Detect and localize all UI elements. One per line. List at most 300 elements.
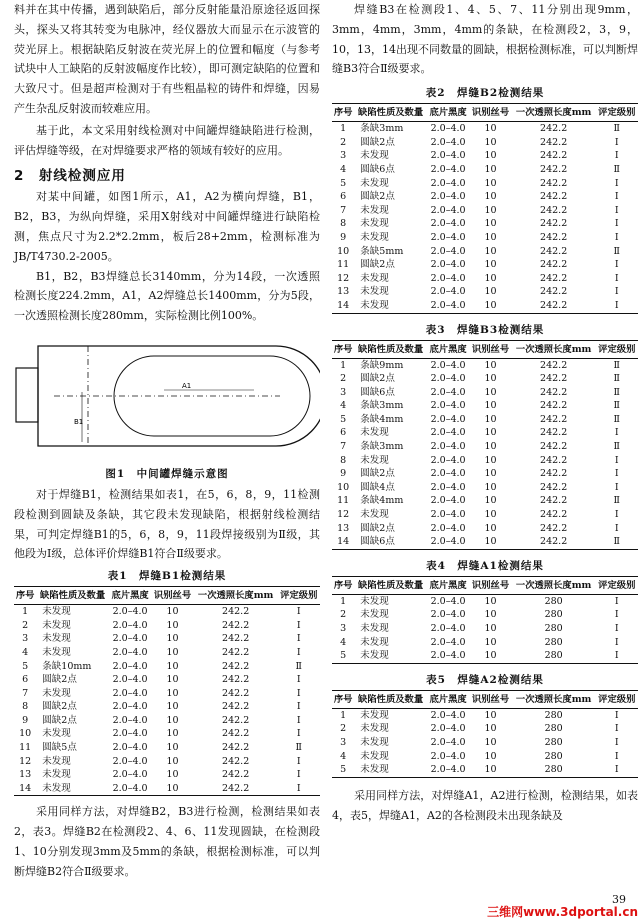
table-cell: 7 (340, 441, 347, 453)
table-cell: 10 (484, 245, 497, 257)
table-cell: 10 (484, 609, 497, 621)
table-cell: 未发现 (360, 609, 389, 621)
table-cell: 2.0–4.0 (430, 636, 466, 648)
table-cell: Ⅰ (614, 136, 619, 148)
table-cell: 2.0–4.0 (112, 606, 148, 618)
table-row (332, 622, 638, 636)
table-cell: 未发现 (42, 687, 71, 699)
table-cell: 10 (484, 413, 497, 425)
table-cell: Ⅰ (614, 272, 619, 284)
table-cell: Ⅱ (295, 660, 303, 672)
table-cell: 10 (484, 386, 497, 398)
table-cell: 242.2 (540, 136, 568, 148)
table-cell: 未发现 (360, 286, 389, 298)
table-cell: 4 (340, 636, 347, 648)
table-cell: 2.0–4.0 (427, 649, 469, 663)
table-cell: 11 (337, 495, 350, 507)
table-cell: 8 (340, 454, 347, 466)
table-cell: 未发现 (42, 755, 71, 767)
table-cell: 圆缺2点 (360, 136, 395, 148)
table-cell: 280 (544, 636, 563, 648)
paragraph: 对某中间罐，如图1所示，A1，A2为横向焊缝，B1，B2，B3，为纵向焊缝，采用X射线对中间罐焊缝进行缺陷检测，焦点尺寸为2.2*2.2mm，板后28+2mm，检测标准为JB/T4730.2-2005。 (14, 190, 320, 263)
table-cell: Ⅰ (596, 649, 638, 663)
table-cell: 242.2 (540, 400, 568, 412)
table-cell: 6 (340, 191, 347, 203)
table-cell: 9 (340, 231, 347, 243)
section-title: 2 射线检测应用 (14, 168, 126, 185)
table-header-row (332, 340, 638, 358)
table-cell: 2.0–4.0 (430, 245, 466, 257)
table-cell: 10 (469, 763, 511, 777)
table-b3-results (332, 340, 638, 550)
table-row (332, 231, 638, 245)
table-cell: 1 (340, 359, 347, 371)
label-b1: B1 (74, 417, 84, 426)
figure-caption: 图1 中间罐焊缝示意图 (105, 467, 229, 480)
table-cell: 条缺5mm (360, 245, 404, 257)
table-cell: 242.2 (540, 259, 568, 271)
column-header: 一次透照长度mm (512, 104, 596, 122)
table-cell: Ⅰ (614, 750, 619, 762)
table-cell: 2.0–4.0 (430, 150, 466, 162)
table-cell: 圆缺2点 (360, 259, 395, 271)
table-cell: 条缺3mm (360, 441, 404, 453)
table-row (14, 632, 320, 646)
table-cell: Ⅱ (295, 742, 303, 754)
table-cell: 圆缺6点 (360, 163, 395, 175)
table-cell: Ⅰ (296, 674, 301, 686)
table-cell: 2.0–4.0 (430, 623, 466, 634)
table-cell: 280 (544, 595, 563, 607)
table-cell: 242.2 (222, 714, 250, 726)
table-row (14, 673, 320, 687)
table-cell: 10 (166, 728, 179, 740)
table-row (332, 649, 638, 663)
table-row (332, 413, 638, 427)
paragraph: 焊缝B3在检测段1、4、5、7、11分别出现9mm，3mm，4mm，3mm，4mm的条缺，在检测段2，3，9，10，13，14出现不同数量的圆缺，根据检测标准，可以判断焊缝B3符合Ⅱ级要求。 (332, 3, 638, 76)
table-cell: 2.0–4.0 (430, 427, 466, 439)
table-cell: 10 (166, 633, 179, 645)
table-cell: 2 (340, 373, 347, 385)
table-cell: Ⅰ (614, 636, 619, 648)
table-cell: 圆缺5点 (42, 742, 77, 754)
table-cell: 未发现 (360, 150, 389, 162)
table-cell: Ⅰ (614, 218, 619, 230)
column-header: 识别丝号 (469, 340, 511, 358)
table-cell: 280 (512, 649, 596, 663)
table-cell: 242.2 (540, 441, 568, 453)
table-cell: 10 (484, 636, 497, 648)
table-cell: 242.2 (222, 742, 250, 754)
table-row (332, 467, 638, 481)
table-cell: 242.2 (540, 163, 568, 175)
table-cell: 12 (337, 272, 350, 284)
column-header: 底片黑度 (427, 576, 469, 594)
table-cell: Ⅰ (614, 454, 619, 466)
table-cell: 2.0–4.0 (430, 386, 466, 398)
table-cell: Ⅰ (614, 204, 619, 216)
table-cell: 2.0–4.0 (430, 400, 466, 412)
table-cell: 280 (512, 763, 596, 777)
table-cell: 242.2 (512, 535, 596, 549)
column-header: 评定级别 (596, 690, 638, 708)
table-cell: 2.0–4.0 (112, 619, 148, 631)
column-header: 缺陷性质及数量 (36, 587, 109, 605)
table-row (14, 741, 320, 755)
table-cell: 2.0–4.0 (430, 522, 466, 534)
table-cell: 1 (340, 595, 347, 607)
table-cell: 未发现 (360, 623, 389, 634)
table-row (14, 660, 320, 674)
table-cell: 10 (19, 728, 32, 740)
table-cell: 242.2 (540, 509, 568, 521)
table-row (332, 149, 638, 163)
table-cell: 2.0–4.0 (112, 714, 148, 726)
table-cell: 2.0–4.0 (430, 163, 466, 175)
table-cell: 12 (19, 755, 32, 767)
table-row (14, 646, 320, 660)
table-cell: 10 (469, 299, 511, 313)
paragraph: 对于焊缝B1，检测结果如表1，在5，6，8，9，11检测段检测到圆缺及条缺，其它段未发现缺陷，根据射线检测结果，可判定焊缝B1的5，6，8，9，11段焊接级别为Ⅱ级，其他段为Ⅰ级，总体评价焊缝B1符合Ⅱ级要求。 (14, 487, 320, 561)
table-cell: 2.0–4.0 (430, 609, 466, 621)
column-header: 底片黑度 (427, 690, 469, 708)
table-row (332, 722, 638, 736)
table-row (332, 708, 638, 722)
table-cell: 2.0–4.0 (430, 191, 466, 203)
table-row (332, 285, 638, 299)
table-cell: Ⅰ (614, 150, 619, 162)
table-cell: 242.2 (512, 299, 596, 313)
column-header: 序号 (332, 104, 354, 122)
table-cell: 242.2 (222, 701, 250, 713)
table-cell: 未发现 (354, 649, 427, 663)
table-cell: 未发现 (360, 218, 389, 230)
table-row (332, 481, 638, 495)
table-cell: 242.2 (540, 373, 568, 385)
table-row (14, 768, 320, 782)
table-cell: 280 (544, 750, 563, 762)
table-cell: Ⅰ (614, 259, 619, 271)
table-cell: 未发现 (360, 454, 389, 466)
table-caption: 表3 焊缝B3检测结果 (425, 323, 545, 336)
table-row (332, 454, 638, 468)
table-cell: 未发现 (42, 646, 71, 658)
table-cell: Ⅰ (614, 481, 619, 493)
column-header: 识别丝号 (469, 576, 511, 594)
table-row (332, 494, 638, 508)
column-header: 底片黑度 (427, 340, 469, 358)
paragraph: 采用同样方法，对焊缝A1，A2进行检测，检测结果，如表4，表5，焊缝A1，A2的各检测段未出现条缺及 (332, 788, 638, 822)
table-cell: 2.0–4.0 (112, 674, 148, 686)
table-cell: Ⅰ (614, 468, 619, 480)
paragraph: B1，B2，B3焊缝总长3140mm，分为14段，一次透照检测长度224.2mm，A1，A2焊缝总长1400mm，分为5段，一次透照检测长度280mm，实际检测比例100%。 (14, 269, 320, 323)
table-cell: 6 (340, 427, 347, 439)
table-row (332, 122, 638, 136)
table-cell: 10 (484, 454, 497, 466)
right-column (332, 0, 638, 825)
table-cell: 2.0–4.0 (430, 481, 466, 493)
table-cell: 10 (469, 535, 511, 549)
table-cell: 8 (340, 218, 347, 230)
table-cell: 10 (484, 136, 497, 148)
left-column (14, 0, 320, 882)
table-cell: 10 (484, 522, 497, 534)
table-cell: 242.2 (222, 646, 250, 658)
table-row (332, 594, 638, 608)
table-cell: 2 (340, 136, 347, 148)
table-cell: 未发现 (360, 272, 389, 284)
table-cell: 12 (337, 509, 350, 521)
table-cell: 10 (166, 619, 179, 631)
table-cell: 242.2 (222, 755, 250, 767)
table-row (332, 522, 638, 536)
table-cell: 2.0–4.0 (430, 595, 466, 607)
table-cell: 10 (166, 701, 179, 713)
table-cell: 10 (166, 674, 179, 686)
table-cell: Ⅰ (278, 782, 320, 796)
table-cell: 条缺3mm (360, 123, 404, 135)
table-cell: 242.2 (540, 359, 568, 371)
table-row (14, 700, 320, 714)
table-cell: 10 (166, 646, 179, 658)
table-row (332, 358, 638, 372)
table-cell: Ⅰ (614, 723, 619, 735)
paragraph: 基于此，本文采用射线检测对中间罐焊缝缺陷进行检测，评估焊缝等级，在对焊缝要求严格的领域有较好的应用。 (14, 123, 320, 157)
table-cell: 2.0–4.0 (430, 509, 466, 521)
table-cell: 242.2 (540, 150, 568, 162)
table-row (14, 605, 320, 619)
table-cell: 280 (544, 736, 563, 748)
table-cell: Ⅰ (614, 709, 619, 721)
table-cell: 未发现 (360, 736, 389, 748)
table-cell: Ⅱ (613, 386, 621, 398)
table-cell: 10 (484, 509, 497, 521)
table-cell: 条缺4mm (360, 413, 404, 425)
table-cell: Ⅱ (613, 373, 621, 385)
table-cell: 2.0–4.0 (430, 413, 466, 425)
table-cell: Ⅰ (614, 427, 619, 439)
table-cell: 3 (340, 150, 347, 162)
table-cell: 2.0–4.0 (427, 299, 469, 313)
table-cell: 10 (484, 623, 497, 634)
table-cell: 10 (484, 123, 497, 135)
table-cell: 2.0–4.0 (430, 272, 466, 284)
table-cell: 10 (484, 441, 497, 453)
table-cell: 242.2 (540, 204, 568, 216)
table-cell: 280 (544, 623, 563, 634)
table-cell: Ⅱ (613, 123, 621, 135)
table-cell: 10 (337, 245, 350, 257)
table-cell: 2.0–4.0 (112, 728, 148, 740)
table-cell: 未发现 (36, 782, 109, 796)
table-row (332, 190, 638, 204)
table-cell: 242.2 (222, 633, 250, 645)
table-cell: 242.2 (540, 218, 568, 230)
column-header: 缺陷性质及数量 (354, 576, 427, 594)
table-cell: 圆缺2点 (360, 522, 395, 534)
table-cell: 5 (332, 649, 354, 663)
table-cell: Ⅰ (614, 191, 619, 203)
table-cell: Ⅰ (296, 646, 301, 658)
table-b1-results (14, 586, 320, 796)
table-cell: 2.0–4.0 (112, 646, 148, 658)
table-cell: 10 (484, 495, 497, 507)
table-cell: 2.0–4.0 (430, 259, 466, 271)
table-row (332, 426, 638, 440)
table-cell: Ⅰ (296, 619, 301, 631)
table-cell: 5 (22, 660, 29, 672)
table-cell: Ⅰ (296, 687, 301, 699)
table-cell: Ⅰ (296, 755, 301, 767)
table-cell: 9 (340, 468, 347, 480)
table-cell: 1 (340, 123, 347, 135)
table-cell: 2.0–4.0 (430, 286, 466, 298)
table-cell: 10 (166, 769, 179, 781)
table-row (332, 535, 638, 549)
table-cell: 14 (332, 535, 354, 549)
table-cell: Ⅰ (296, 714, 301, 726)
table-cell: 10 (484, 595, 497, 607)
table-cell: Ⅱ (613, 495, 621, 507)
table-cell: 未发现 (42, 606, 71, 618)
table-cell: Ⅱ (613, 413, 621, 425)
table-cell: 242.2 (222, 674, 250, 686)
table-cell: 2.0–4.0 (430, 723, 466, 735)
table-cell: 2 (22, 619, 29, 631)
table-cell: 未发现 (360, 509, 389, 521)
table-row (14, 782, 320, 796)
table-cell: 242.2 (540, 386, 568, 398)
table-cell: 242.2 (222, 687, 250, 699)
table-header-row (14, 587, 320, 605)
table-cell: 条缺10mm (42, 660, 92, 672)
column-header: 缺陷性质及数量 (354, 340, 427, 358)
column-header: 一次透照长度mm (512, 576, 596, 594)
table-cell: 未发现 (354, 299, 427, 313)
table-cell: 2.0–4.0 (430, 468, 466, 480)
table-row (332, 399, 638, 413)
table-cell: 9 (22, 714, 29, 726)
table-cell: Ⅱ (613, 245, 621, 257)
table-b2-results (332, 103, 638, 313)
table-cell: 10 (484, 373, 497, 385)
table-cell: 未发现 (354, 763, 427, 777)
column-header: 底片黑度 (427, 104, 469, 122)
table-cell: 2.0–4.0 (430, 454, 466, 466)
table-cell: 242.2 (540, 427, 568, 439)
table-cell: 2.0–4.0 (430, 359, 466, 371)
table-caption: 表1 焊缝B1检测结果 (107, 570, 227, 583)
table-cell: 2.0–4.0 (430, 495, 466, 507)
table-cell: 10 (484, 272, 497, 284)
table-caption: 表5 焊缝A2检测结果 (426, 673, 544, 686)
table-cell: 4 (340, 400, 347, 412)
column-header: 底片黑度 (109, 587, 151, 605)
table-cell: Ⅰ (614, 623, 619, 634)
table-cell: Ⅰ (614, 595, 619, 607)
table-cell: 未发现 (42, 633, 71, 645)
table-cell: 10 (484, 481, 497, 493)
table-cell: 4 (340, 163, 347, 175)
table-cell: 10 (469, 649, 511, 663)
table-cell: 3 (340, 386, 347, 398)
table-a1-results (332, 576, 638, 664)
table-cell: 条缺4mm (360, 495, 404, 507)
table-row (14, 619, 320, 633)
table-cell: Ⅰ (614, 286, 619, 298)
table-cell: 未发现 (360, 750, 389, 762)
table-row (332, 217, 638, 231)
table-caption: 表2 焊缝B2检测结果 (425, 87, 545, 100)
table-row (332, 299, 638, 313)
table-cell: 圆缺2点 (42, 701, 77, 713)
table-cell: 242.2 (222, 606, 250, 618)
table-cell: Ⅰ (296, 606, 301, 618)
tundish-weld-figure (14, 332, 320, 460)
table-cell: 242.2 (222, 660, 250, 672)
table-cell: 10 (484, 259, 497, 271)
table-cell: 10 (484, 427, 497, 439)
table-cell: 未发现 (360, 177, 389, 189)
table-cell: 10 (484, 191, 497, 203)
table-cell: 2.0–4.0 (430, 204, 466, 216)
table-header-row (332, 690, 638, 708)
table-cell: 242.2 (540, 468, 568, 480)
table-cell: 242.2 (540, 245, 568, 257)
table-cell: 2.0–4.0 (430, 123, 466, 135)
table-cell: 2.0–4.0 (112, 633, 148, 645)
table-cell: 10 (484, 468, 497, 480)
table-cell: 7 (22, 687, 29, 699)
table-row (332, 763, 638, 777)
table-row (332, 636, 638, 650)
table-cell: 10 (484, 709, 497, 721)
column-header: 评定级别 (596, 340, 638, 358)
table-cell: 圆缺2点 (360, 191, 395, 203)
table-cell: 圆缺2点 (360, 468, 395, 480)
column-header: 识别丝号 (469, 690, 511, 708)
column-header: 评定级别 (278, 587, 320, 605)
table-cell: 2.0–4.0 (430, 441, 466, 453)
column-header: 序号 (332, 340, 354, 358)
table-cell: 4 (22, 646, 29, 658)
table-cell: 10 (484, 150, 497, 162)
table-cell: 10 (484, 736, 497, 748)
table-cell: 未发现 (360, 427, 389, 439)
table-cell: 未发现 (360, 204, 389, 216)
column-header: 序号 (332, 576, 354, 594)
table-cell: 14 (332, 299, 354, 313)
table-row (332, 440, 638, 454)
table-cell: 未发现 (42, 769, 71, 781)
table-cell: 2.0–4.0 (430, 736, 466, 748)
table-cell: 7 (340, 204, 347, 216)
table-cell: 2.0–4.0 (430, 218, 466, 230)
table-row (332, 386, 638, 400)
table-row (332, 163, 638, 177)
table-cell: Ⅰ (614, 509, 619, 521)
table-cell: 10 (166, 755, 179, 767)
table-cell: 3 (22, 633, 29, 645)
paragraph: 料并在其中传播，遇到缺陷后，部分反射能量沿原途径返回探头，探头又将其转变为电脉冲，经仪器放大而显示在示波管的荧光屏上。根据缺陷反射波在荧光屏上的位置和幅度（与参考试块中人工缺陷的反射波幅度作比较），即可测定缺陷的位置和大致尺寸。但是超声检测对于有些粗晶粒的铸件和焊缝，因易产生杂乱反射波而较难应用。 (14, 3, 320, 115)
table-cell: 圆缺2点 (42, 714, 77, 726)
table-cell: 5 (332, 763, 354, 777)
table-cell: 242.2 (540, 272, 568, 284)
table-cell: 2.0–4.0 (427, 763, 469, 777)
table-cell: 242.2 (540, 481, 568, 493)
table-cell: 未发现 (360, 636, 389, 648)
table-cell: 13 (337, 522, 350, 534)
